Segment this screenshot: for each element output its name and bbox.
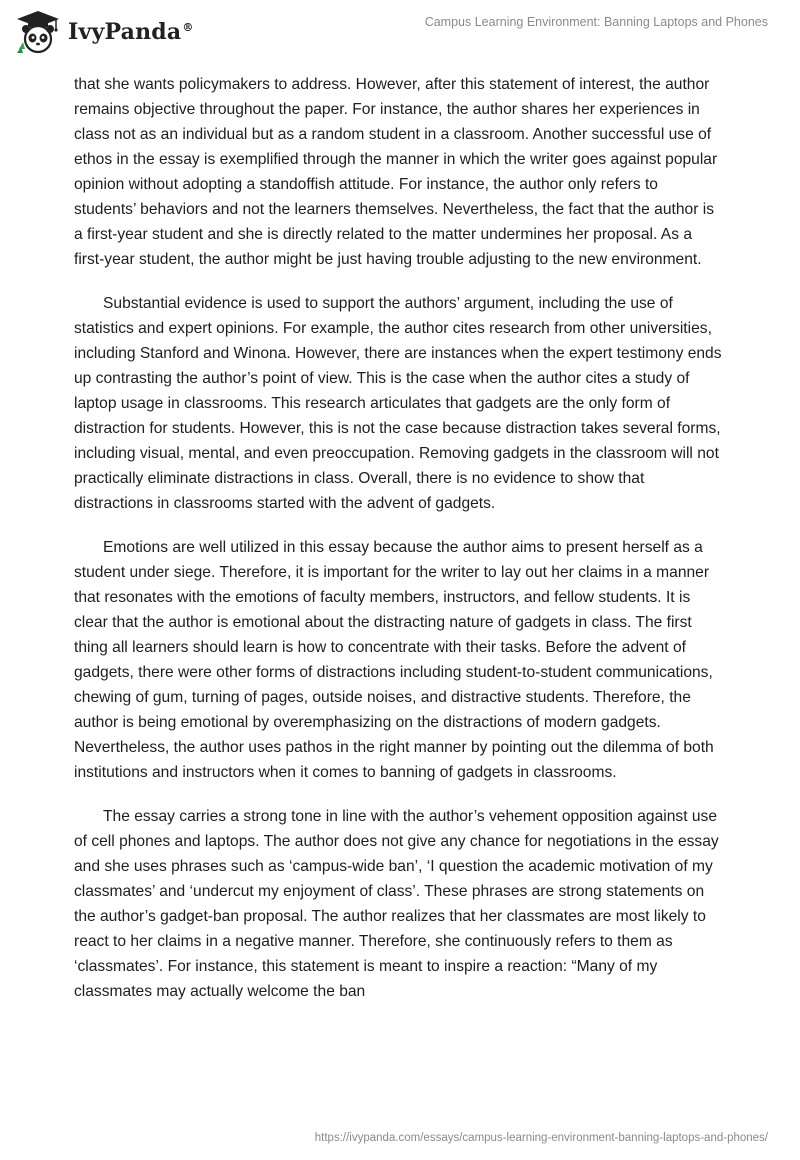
paragraph: The essay carries a strong tone in line with the author’s vehement opposition against use of cell phones and laptops. The author does not give any chance for negotiations in the essay and she uses phrases such as ‘campus-wide ban’, ‘I question the academic motivation of my classmates’ and ‘undercut my enjoyment of class’. These phrases are strong statements on the author’s gadget-ban proposal. The author realizes that her classmates are most likely to react to her claims in a negative manner. Therefore, she continuously refers to them as ‘classmates’. For instance, this statement is meant to inspire a reaction: “Many of my classmates may actually welcome the ban [74, 808, 719, 1000]
document-title: Campus Learning Environment: Banning Laptops and Phones [424, 15, 768, 29]
source-url[interactable]: https://ivypanda.com/essays/campus-learning-environment-banning-laptops-and-phones/ [314, 1132, 768, 1144]
essay-body [74, 72, 724, 1023]
brand-logo[interactable] [14, 8, 194, 56]
paragraph: Emotions are well utilized in this essay because the author aims to present herself as a student under siege. Therefore, it is important for the writer to lay out her claims in a manner that resonates with the emotions of faculty members, instructors, and fellow students. It is clear that the author is emotional about the distracting nature of gadgets in class. The first thing all learners should learn is how to concentrate with their tasks. Before the advent of gadgets, there were other forms of distractions including student-to-student communications, chewing of gum, turning of pages, outside noises, and distractive students. Therefore, the author is being emotional by overemphasizing on the distractions of modern gadgets. Nevertheless, the author uses pathos in the right manner by pointing out the dilemma of both institutions and instructors when it comes to banning of gadgets in classrooms. [74, 539, 714, 781]
paragraph: Substantial evidence is used to support the authors’ argument, including the use of statistics and expert opinions. For example, the author cites research from other universities, including Stanford and Winona. However, there are instances when the expert testimony ends up contrasting the author’s point of view. This is the case when the author cites a study of laptop usage in classrooms. This research articulates that gadgets are the only form of distraction for students. However, this is not the case because distraction takes several forms, including visual, mental, and even preoccupation. Removing gadgets in the classroom will not practically eliminate distractions in class. Overall, there is no evidence to show that distractions in classrooms started with the advent of gadgets. [74, 295, 722, 512]
page-header [0, 0, 800, 70]
panda-logo-icon [14, 9, 62, 55]
paragraph: that she wants policymakers to address. However, after this statement of interest, the author remains objective throughout the paper. For instance, the author shares her experiences in class not as an individual but as a random student in a classroom. Another successful use of ethos in the essay is exemplified through the manner in which the writer goes against popular opinion without adopting a standoffish attitude. For instance, the author only refers to students’ behaviors and not the learners themselves. Nevertheless, the fact that the author is a first-year student and she is directly related to the matter undermines her proposal. As a first-year student, the author might be just having trouble adjusting to the new environment. [74, 76, 718, 268]
brand-name: IvyPanda® [68, 19, 194, 45]
